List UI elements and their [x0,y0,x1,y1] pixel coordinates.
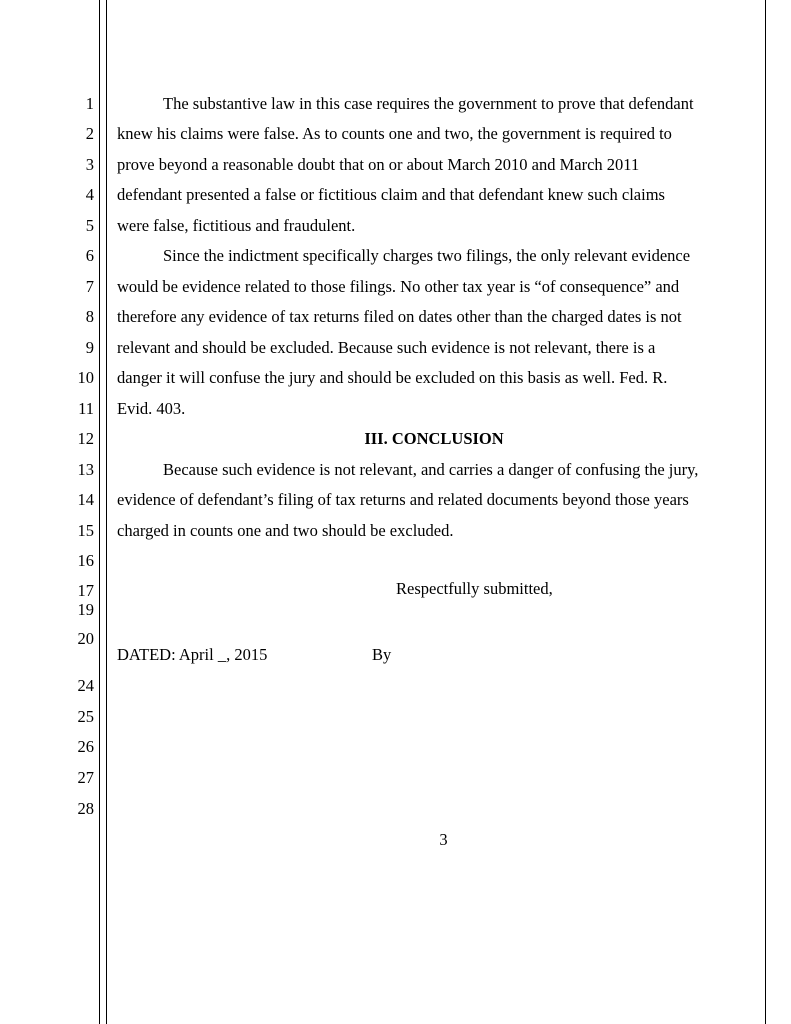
line-number: 6 [85,246,94,265]
closing-respectfully-submitted: Respectfully submitted, [396,579,553,598]
line-number: 2 [85,124,94,143]
text-line: were false, fictitious and fraudulent. [117,216,356,235]
line-number: 24 [77,676,94,695]
line-number: 4 [85,185,94,204]
text-line: therefore any evidence of tax returns filed on dates other than the charged dates is not [117,307,682,326]
line-number: 11 [78,399,94,418]
left-margin-rule-outer [99,0,100,1024]
line-number: 1 [85,94,94,113]
line-number: 12 [77,429,94,448]
text-line: danger it will confuse the jury and should be excluded on this basis as well. Fed. R. [117,368,668,387]
dated-line: DATED: April _, 2015 [117,645,268,664]
right-margin-rule [765,0,766,1024]
line-number: 8 [85,307,94,326]
line-number: 19 [77,600,94,619]
line-number: 10 [77,368,94,387]
line-number: 20 [77,629,94,648]
line-number: 7 [85,277,94,296]
text-line: charged in counts one and two should be excluded. [117,521,454,540]
text-line: Because such evidence is not relevant, and carries a danger of confusing the jury, [163,460,699,479]
line-number: 17 [77,581,94,600]
left-margin-rule-inner [106,0,107,1024]
line-number: 26 [77,737,94,756]
line-number: 16 [77,551,94,570]
text-line: prove beyond a reasonable doubt that on or about March 2010 and March 2011 [117,155,640,174]
line-number: 27 [77,768,94,787]
line-number: 14 [77,490,94,509]
text-line: The substantive law in this case requires the government to prove that defendant [163,94,694,113]
text-line: Evid. 403. [117,399,186,418]
line-number: 15 [77,521,94,540]
line-number: 13 [77,460,94,479]
signature-by: By [372,645,392,664]
text-line: relevant and should be excluded. Because such evidence is not relevant, there is a [117,338,656,357]
line-number: 5 [85,216,94,235]
text-line: Since the indictment specifically charges two filings, the only relevant evidence [163,246,691,265]
page-number: 3 [439,830,448,849]
line-number: 25 [77,707,94,726]
line-number: 28 [77,799,94,818]
text-line: knew his claims were false. As to counts one and two, the government is required to [117,124,672,143]
section-heading: III. CONCLUSION [364,429,504,448]
text-line: would be evidence related to those filings. No other tax year is “of consequence” and [117,277,680,296]
line-number: 9 [85,338,94,357]
text-line: evidence of defendant’s filing of tax returns and related documents beyond those years [117,490,689,509]
line-number: 3 [85,155,94,174]
text-line: defendant presented a false or fictitious claim and that defendant knew such claims [117,185,665,204]
